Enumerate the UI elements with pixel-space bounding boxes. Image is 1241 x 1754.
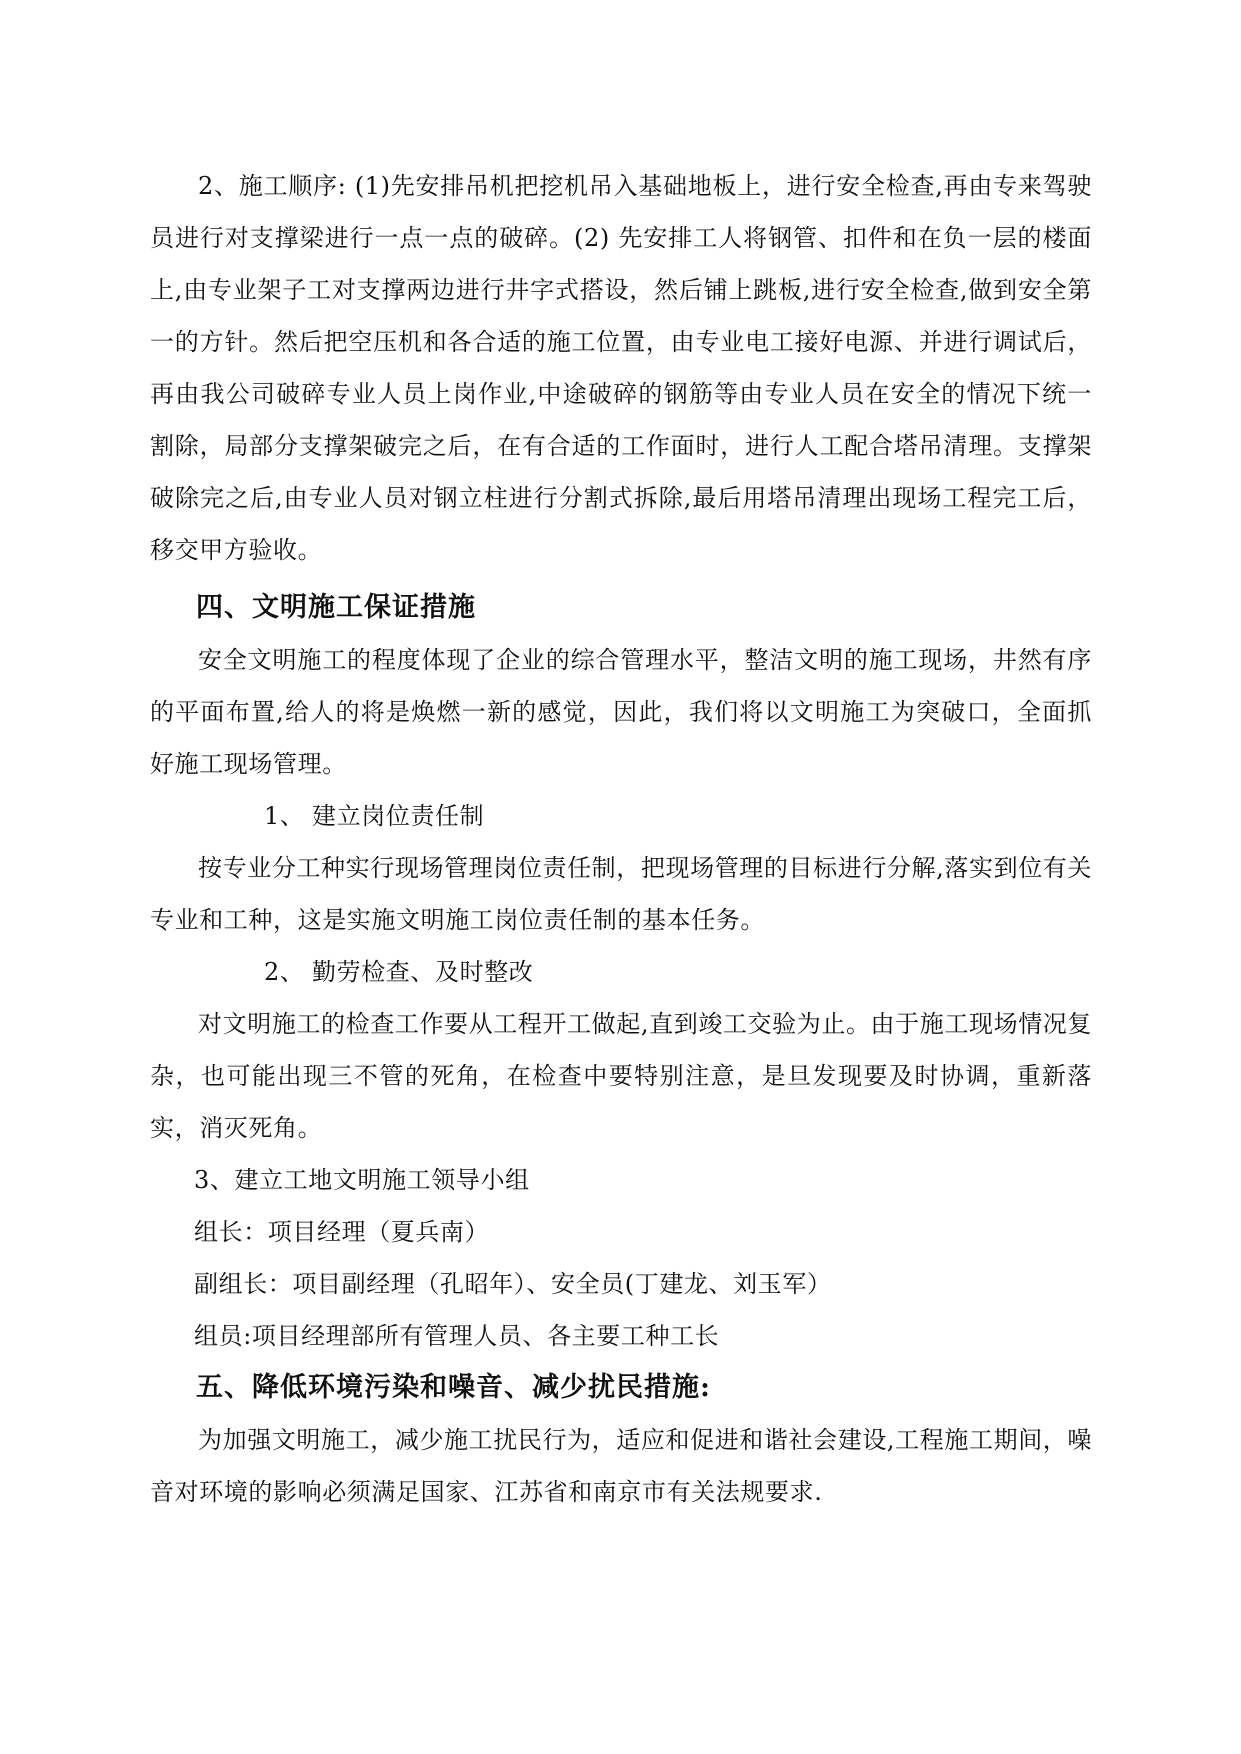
item-1-heading: [150, 790, 1092, 842]
item-2-number: 2、: [264, 958, 305, 986]
item-3-heading: 3、建立工地文明施工领导小组: [194, 1166, 530, 1194]
deputy-leader-line: 副组长：项目副经理（孔昭年）、安全员(丁建龙、刘玉军）: [194, 1270, 832, 1298]
section-4-intro-paragraph: 安全文明施工的程度体现了企业的综合管理水平，整洁文明的施工现场，井然有序的平面布置,给人的将是焕燃一新的感觉，因此，我们将以文明施工为突破口，全面抓好施工现场管理。: [150, 646, 1092, 778]
construction-sequence-paragraph: 2、施工顺序: (1)先安排吊机把挖机吊入基础地板上，进行安全检查,再由专来驾驶员进行对支撑梁进行一点一点的破碎。(2) 先安排工人将钢管、扣件和在负一层的楼面上,由专业架子工对支撑两边进行井字式搭设，然后铺上跳板,进行安全检查,做到安全第一的方针。然后把空压机和各合适的施工位置，由专业电工接好电源、并进行调试后，再由我公司破碎专业人员上岗作业,中途破碎的钢筋等由专业人员在安全的情况下统一割除，局部分支撑架破完之后，在有合适的工作面时，进行人工配合塔吊清理。支撑架破除完之后,由专业人员对钢立柱进行分割式拆除,最后用塔吊清理出现场工程完工后，移交甲方验收。: [150, 172, 1092, 564]
group-leader-line: 组长：项目经理（夏兵南）: [194, 1218, 490, 1246]
item-1-paragraph: 按专业分工种实行现场管理岗位责任制，把现场管理的目标进行分解,落实到位有关专业和工种，这是实施文明施工岗位责任制的基本任务。: [150, 854, 1092, 934]
item-2-title: 勤劳检查、及时整改: [312, 958, 534, 986]
section-4-heading: 四、文明施工保证措施: [196, 592, 476, 623]
item-2-paragraph: 对文明施工的检查工作要从工程开工做起,直到竣工交验为止。由于施工现场情况复杂，也可能出现三不管的死角，在检查中要特别注意，是旦发现要及时协调，重新落实，消灭死角。: [150, 1010, 1092, 1142]
document-body: [150, 160, 1092, 1518]
section-5-paragraph: 为加强文明施工，减少施工扰民行为，适应和促进和谐社会建设,工程施工期间，噪音对环境的影响必须满足国家、江苏省和南京市有关法规要求.: [150, 1426, 1092, 1506]
item-1-title: 建立岗位责任制: [312, 802, 485, 830]
section-5-heading: 五、降低环境污染和噪音、减少扰民措施:: [196, 1372, 711, 1403]
item-1-number: 1、: [264, 802, 305, 830]
group-members-line: 组员:项目经理部所有管理人员、各主要工种工长: [194, 1322, 720, 1350]
item-2-heading: [150, 946, 1092, 998]
